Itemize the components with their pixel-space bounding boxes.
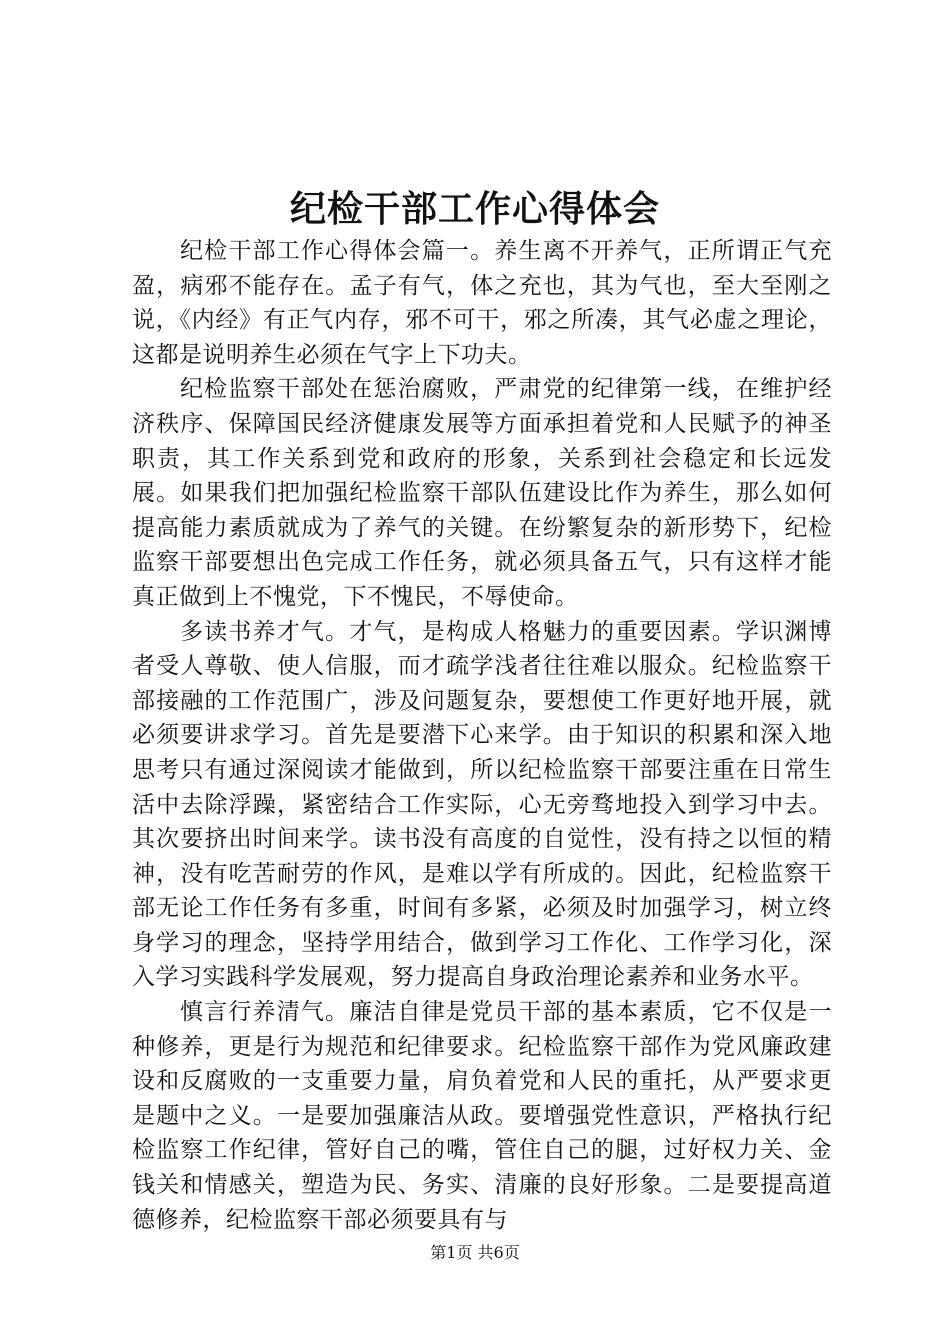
paragraph-3: 多读书养才气。才气，是构成人格魅力的重要因素。学识渊博者受人尊敬、使人信服，而才疏学浅者往往难以服众。纪检监察干部接融的工作范围广，涉及问题复杂，要想使工作更好地开展，就必须要讲求学习。首先是要潜下心来学。由于知识的积累和深入地思考只有通过深阅读才能做到，所以纪检监察干部要注重在日常生活中去除浮躁，紧密结合工作实际，心无旁骛地投入到学习中去。其次要挤出时间来学。读书没有高度的自觉性，没有持之以恒的精神，没有吃苦耐劳的作风，是难以学有所成的。因此，纪检监察干部无论工作任务有多重，时间有多紧，必须及时加强学习，树立终身学习的理念，坚持学用结合，做到学习工作化、工作学习化，深入学习实践科学发展观，努力提高自身政治理论素养和业务水平。 xyxy=(132,618,832,991)
paragraph-4: 慎言行养清气。廉洁自律是党员干部的基本素质，它不仅是一种修养，更是行为规范和纪律要求。纪检监察干部作为党风廉政建设和反腐败的一支重要力量，肩负着党和人民的重托，从严要求更是题中之义。一是要加强廉洁从政。要增强党性意识，严格执行纪检监察工作纪律，管好自己的嘴，管住自己的腿，过好权力关、金钱关和情感关，塑造为民、务实、清廉的良好形象。二是要提高道德修养，纪检监察干部必须要具有与 xyxy=(132,999,832,1233)
page-number-footer: 第1页 共6页 xyxy=(430,1243,520,1262)
document-title: 纪检干部工作心得体会 xyxy=(289,188,660,230)
paragraph-1: 纪检干部工作心得体会篇一。养生离不开养气，正所谓正气充盈，病邪不能存在。孟子有气，体之充也，其为气也，至大至刚之说，《内经》有正气内存，邪不可干，邪之所凑，其气必虚之理论，这都是说明养生必须在气字上下功夫。 xyxy=(132,238,832,368)
paragraph-2: 纪检监察干部处在惩治腐败，严肃党的纪律第一线，在维护经济秩序、保障国民经济健康发展等方面承担着党和人民赋予的神圣职责，其工作关系到党和政府的形象，关系到社会稳定和长远发展。如果我们把加强纪检监察干部队伍建设比作为养生，那么如何提高能力素质就成为了养气的关键。在纷繁复杂的新形势下，纪检监察干部要想出色完成工作任务，就必须具备五气，只有这样才能真正做到上不愧党，下不愧民，不辱使命。 xyxy=(132,376,832,610)
document-body xyxy=(132,234,832,1237)
